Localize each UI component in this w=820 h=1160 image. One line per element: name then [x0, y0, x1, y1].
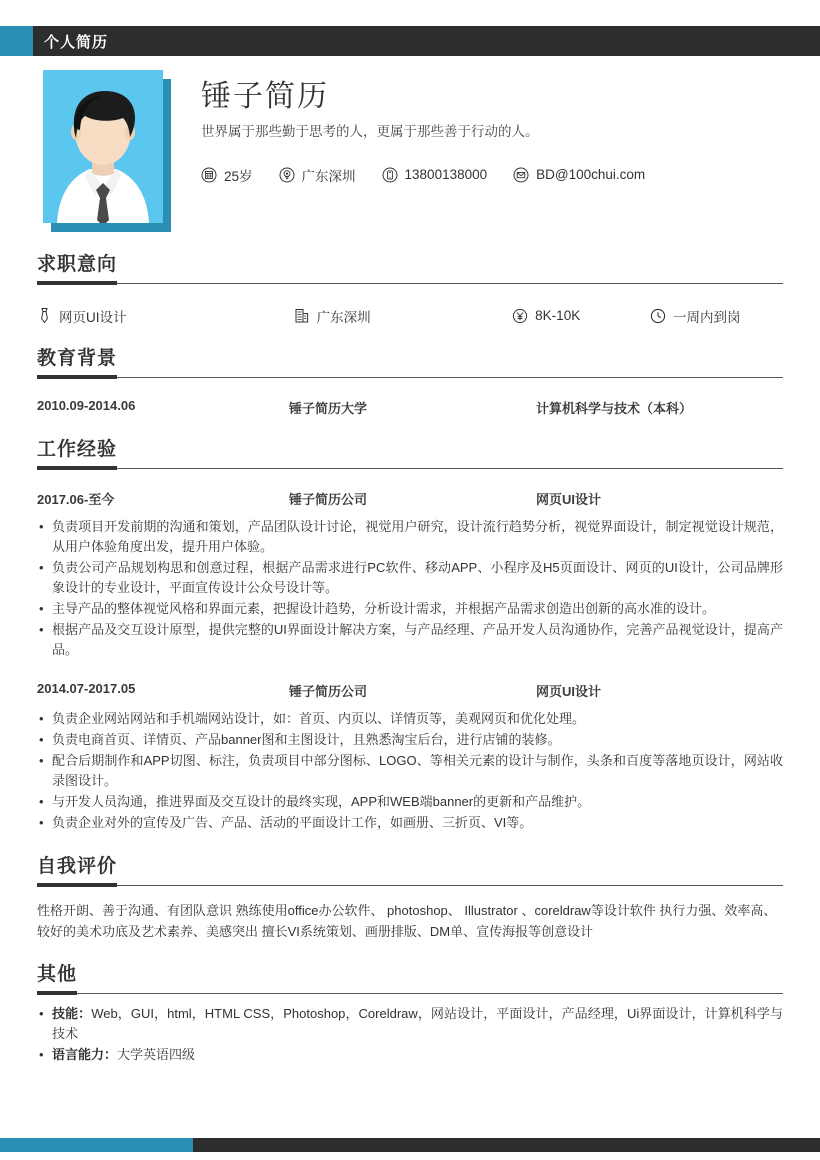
- section-self-evaluation-title: 自我评价: [37, 856, 117, 887]
- section-divider: [37, 283, 783, 284]
- objective-position-value: 网页UI设计: [59, 309, 127, 325]
- header-title-bar: [33, 26, 820, 56]
- section-self-evaluation-head: [37, 834, 783, 887]
- section-self-evaluation: [0, 834, 820, 942]
- list-item: • 根据产品及交互设计原型，提供完整的UI界面设计解决方案，与产品经理、产品开发人员沟通协作，完善产品视觉设计，提高产品。: [37, 620, 783, 660]
- section-education-title: 教育背景: [37, 348, 117, 379]
- list-item: • 主导产品的整体视觉风格和界面元素，把握设计趋势，分析设计需求，并根据产品需求创造出创新的高水准的设计。: [37, 599, 783, 619]
- section-divider: [37, 885, 783, 886]
- list-item: • 与开发人员沟通，推进界面及交互设计的最终实现，APP和WEB端banner的更新和产品维护。: [37, 792, 783, 812]
- section-education-head: [37, 326, 783, 379]
- list-item: • 负责公司产品规划构思和创意过程，根据产品需求进行PC软件、移动APP、小程序及H5页面设计、网页的UI设计，公司品牌形象设计的专业设计，平面宣传设计公众号设计等。: [37, 558, 783, 598]
- work-company: 锤子简历公司: [289, 683, 368, 699]
- resume-body: [0, 56, 820, 1107]
- list-item: • 负责电商首页、详情页、产品banner图和主图设计，且熟悉淘宝后台，进行店铺的装修。: [37, 730, 783, 750]
- avatar: [43, 70, 171, 232]
- yen-coin-icon: [512, 308, 528, 324]
- contact-email: [513, 167, 645, 183]
- objective-city-value: 广东深圳: [316, 309, 371, 325]
- person-name: 锤子简历: [201, 80, 329, 113]
- work-period: 2014.07-2017.05: [37, 680, 136, 696]
- avatar-illustration-icon: [43, 70, 163, 223]
- necktie-icon: [37, 307, 52, 324]
- section-other: [0, 942, 820, 1065]
- work-company: 锤子简历公司: [289, 491, 368, 507]
- page-title: 个人简历: [44, 33, 109, 51]
- objective-availability-value: 一周内到岗: [672, 309, 741, 325]
- objective-availability: [650, 306, 783, 326]
- self-evaluation-text: 性格开朗、善于沟通、有团队意识 熟练使用office办公软件、 photoshop、 Illustrator 、coreldraw等设计软件 执行力强、效率高、较好的美术功底及艺术素养、美感突出 擅长VI系统策划、画册排版、DM单、宣传海报等创意设计: [37, 903, 777, 940]
- work-role: 网页UI设计: [536, 491, 602, 507]
- list-item: [37, 1045, 783, 1065]
- section-other-title: 其他: [37, 964, 77, 995]
- list-item: • 负责企业网站网站和手机端网站设计，如：首页、内页以、详情页等，美观网页和优化处理。: [37, 709, 783, 729]
- bottom-footer-bar: [0, 1138, 820, 1152]
- other-items: [37, 1004, 783, 1065]
- work-role: 网页UI设计: [536, 683, 602, 699]
- bottom-spacer: [0, 1067, 820, 1107]
- work-period: 2017.06-至今: [37, 491, 115, 507]
- contact-phone: [382, 167, 488, 183]
- education-major: 计算机科学与技术（本科）: [536, 400, 693, 416]
- phone-icon: [382, 167, 398, 183]
- education-period: 2010.09-2014.06: [37, 397, 136, 413]
- objective-city: [294, 306, 513, 326]
- work-bullets: [37, 709, 783, 834]
- building-icon: [294, 307, 310, 324]
- other-skills-value: Web，GUI，html，HTML CSS，Photoshop，Coreldraw，网站设计，平面设计，产品经理，Ui界面设计，计算机科学与技术: [52, 1006, 783, 1042]
- profile-details: [171, 70, 783, 232]
- objective-salary-value: 8K-10K: [535, 308, 581, 324]
- section-education: [0, 326, 820, 417]
- location-pin-icon: [279, 167, 295, 183]
- profile-header: [0, 56, 820, 232]
- other-language-value: 大学英语四级: [117, 1047, 196, 1063]
- section-divider: [37, 377, 783, 378]
- section-work: [0, 417, 820, 834]
- contact-location: [279, 165, 356, 185]
- section-divider: [37, 468, 783, 469]
- contact-age-value: 25岁: [224, 168, 253, 184]
- section-work-head: [37, 417, 783, 470]
- section-other-head: [37, 942, 783, 995]
- list-item: [37, 1004, 783, 1044]
- education-entry: [37, 379, 783, 417]
- envelope-icon: [513, 167, 529, 183]
- work-entry: [37, 662, 783, 700]
- section-work-title: 工作经验: [37, 439, 117, 470]
- section-divider: [37, 993, 783, 994]
- clock-icon: [650, 308, 666, 324]
- top-header-bar: [0, 26, 820, 56]
- objective-salary: [512, 306, 650, 326]
- calendar-icon: [201, 167, 217, 183]
- objective-position: [37, 306, 294, 326]
- contact-row: [201, 165, 783, 185]
- objective-items: [37, 285, 783, 326]
- section-objective-title: 求职意向: [37, 254, 117, 285]
- list-item: • 负责项目开发前期的沟通和策划，产品团队设计讨论，视觉用户研究，设计流行趋势分析，视觉界面设计，制定视觉设计规范，从用户体验角度出发，提升用户体验。: [37, 517, 783, 557]
- avatar-photo: [43, 70, 163, 223]
- education-school: 锤子简历大学: [289, 400, 368, 416]
- person-tagline: 世界属于那些勤于思考的人，更属于那些善于行动的人。: [201, 124, 539, 139]
- contact-location-value: 广东深圳: [301, 168, 356, 184]
- header-accent-block: [0, 26, 33, 56]
- footer-accent-block: [0, 1138, 193, 1152]
- list-item: • 负责企业对外的宣传及广告、产品、活动的平面设计工作，如画册、三折页、VI等。: [37, 813, 783, 833]
- footer-dark-block: [193, 1138, 820, 1152]
- list-item: • 配合后期制作和APP切图、标注，负责项目中部分图标、LOGO、等相关元素的设计与制作，头条和百度等落地页设计，网站收录图设计。: [37, 751, 783, 791]
- section-objective: [0, 232, 820, 326]
- work-entry: [37, 470, 783, 508]
- other-language-label: 语言能力：: [52, 1047, 118, 1063]
- section-objective-head: [37, 232, 783, 285]
- contact-phone-value: 13800138000: [404, 167, 488, 183]
- contact-age: [201, 165, 253, 185]
- other-skills-label: 技能：: [52, 1006, 92, 1022]
- contact-email-value: BD@100chui.com: [536, 167, 646, 183]
- work-bullets: [37, 517, 783, 661]
